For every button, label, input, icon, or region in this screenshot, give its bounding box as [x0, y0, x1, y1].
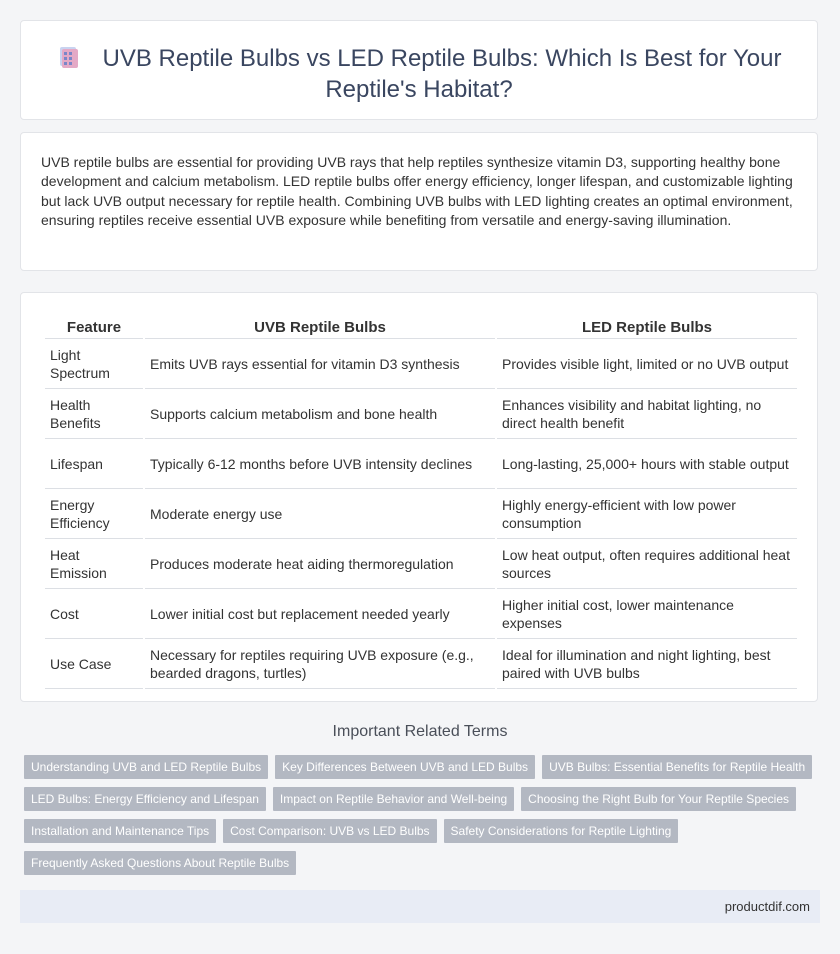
table-row	[45, 340, 797, 389]
feature-cell: Cost	[45, 590, 143, 639]
led-cell: Enhances visibility and habitat lighting, no direct health benefit	[497, 390, 797, 439]
uvb-cell: Supports calcium metabolism and bone health	[145, 390, 495, 439]
related-term-tag[interactable]: Key Differences Between UVB and LED Bulbs	[275, 755, 535, 779]
feature-cell: Use Case	[45, 640, 143, 689]
table-row	[45, 590, 797, 639]
related-terms-list	[24, 755, 814, 875]
table-row	[45, 390, 797, 439]
related-term-tag[interactable]: Frequently Asked Questions About Reptile Bulbs	[24, 851, 296, 875]
feature-cell: Lifespan	[45, 440, 143, 489]
led-cell: Provides visible light, limited or no UVB output	[497, 340, 797, 389]
feature-cell: Energy Efficiency	[45, 490, 143, 539]
title-line-2: Reptile's Habitat?	[325, 76, 513, 103]
header-feature: Feature	[45, 314, 143, 339]
table-row	[45, 540, 797, 589]
feature-cell: Light Spectrum	[45, 340, 143, 389]
table-row	[45, 440, 797, 489]
uvb-cell: Emits UVB rays essential for vitamin D3 synthesis	[145, 340, 495, 389]
intro-paragraph: UVB reptile bulbs are essential for providing UVB rays that help reptiles synthesize vitamin D3, supporting healthy bone development and calcium metabolism. LED reptile bulbs offer energy efficiency, longer lifespan, and customizable lighting but lack UVB output necessary for reptile health. Combining UVB bulbs with LED lighting creates an optimal environment, ensuring reptiles receive essential UVB exposure while benefiting from versatile and energy-saving illumination.	[41, 154, 793, 229]
led-cell: Low heat output, often requires additional heat sources	[497, 540, 797, 589]
related-term-tag[interactable]: LED Bulbs: Energy Efficiency and Lifespan	[24, 787, 266, 811]
related-term-tag[interactable]: Choosing the Right Bulb for Your Reptile Species	[521, 787, 796, 811]
comparison-table-card	[20, 292, 818, 702]
header-led: LED Reptile Bulbs	[497, 314, 797, 339]
comparison-table	[43, 313, 799, 690]
related-term-tag[interactable]: Impact on Reptile Behavior and Well-being	[273, 787, 514, 811]
document-stack-icon	[57, 45, 81, 69]
feature-cell: Health Benefits	[45, 390, 143, 439]
related-term-tag[interactable]: UVB Bulbs: Essential Benefits for Reptile Health	[542, 755, 812, 779]
related-term-tag[interactable]: Safety Considerations for Reptile Lighting	[444, 819, 679, 843]
related-term-tag[interactable]: Installation and Maintenance Tips	[24, 819, 216, 843]
footer-site[interactable]: productdif.com	[724, 899, 810, 914]
led-cell: Long-lasting, 25,000+ hours with stable output	[497, 440, 797, 489]
uvb-cell: Produces moderate heat aiding thermoregulation	[145, 540, 495, 589]
title-line-1: UVB Reptile Bulbs vs LED Reptile Bulbs: Which Is Best for Your	[102, 45, 782, 72]
table-row	[45, 640, 797, 689]
header-uvb: UVB Reptile Bulbs	[145, 314, 495, 339]
led-cell: Highly energy-efficient with low power consumption	[497, 490, 797, 539]
footer	[20, 890, 820, 923]
uvb-cell: Lower initial cost but replacement needed yearly	[145, 590, 495, 639]
related-term-tag[interactable]: Cost Comparison: UVB vs LED Bulbs	[223, 819, 436, 843]
related-term-tag[interactable]: Understanding UVB and LED Reptile Bulbs	[24, 755, 268, 779]
related-terms-title: Important Related Terms	[332, 723, 508, 740]
intro-card	[20, 132, 818, 271]
led-cell: Higher initial cost, lower maintenance expenses	[497, 590, 797, 639]
uvb-cell: Necessary for reptiles requiring UVB exposure (e.g., bearded dragons, turtles)	[145, 640, 495, 689]
table-row	[45, 490, 797, 539]
page-title	[21, 43, 817, 105]
uvb-cell: Moderate energy use	[145, 490, 495, 539]
led-cell: Ideal for illumination and night lighting, best paired with UVB bulbs	[497, 640, 797, 689]
header-card	[20, 20, 818, 120]
table-header-row	[45, 314, 797, 339]
feature-cell: Heat Emission	[45, 540, 143, 589]
uvb-cell: Typically 6-12 months before UVB intensity declines	[145, 440, 495, 489]
